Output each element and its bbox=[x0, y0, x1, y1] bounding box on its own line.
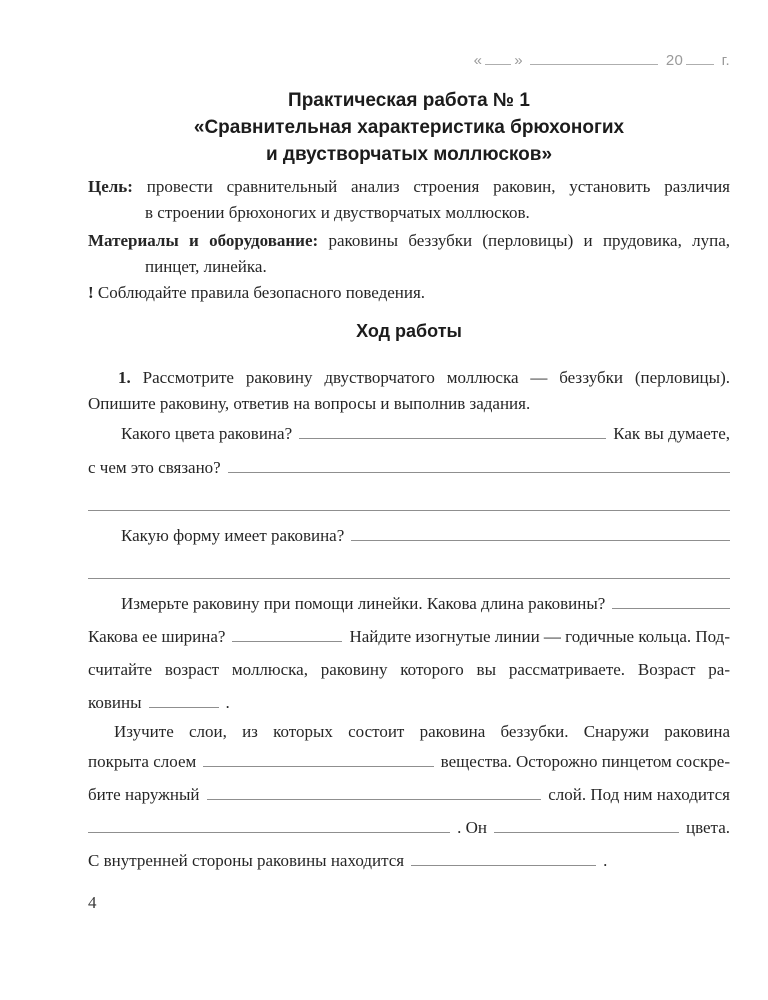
age-period: . bbox=[225, 693, 230, 712]
date-month-blank bbox=[530, 64, 658, 65]
page-content bbox=[88, 0, 730, 877]
date-quote-open: « bbox=[473, 52, 483, 69]
date-quote-close: » bbox=[514, 52, 523, 69]
color-answer-blank bbox=[299, 438, 606, 439]
measure-width-question: Какова ее ширина? bbox=[88, 627, 226, 646]
outer-layer-blank bbox=[203, 766, 433, 767]
outer-layer-tail: вещества. Осторожно пинцетом соскре- bbox=[440, 752, 730, 771]
fill-in-section bbox=[88, 417, 730, 877]
inner-layer-period: . bbox=[603, 851, 608, 870]
writing-line-blank bbox=[88, 578, 730, 579]
rings-instruction: Найдите изогнутые линии — годичные кольца. Под- bbox=[349, 627, 730, 646]
age-label: ковины bbox=[88, 693, 142, 712]
materials-paragraph bbox=[88, 228, 730, 280]
color-reason-question: с чем это связано? bbox=[88, 458, 221, 477]
measure-row-4 bbox=[88, 686, 730, 719]
color-question-tail: Как вы думаете, bbox=[613, 424, 730, 443]
layers-row-4 bbox=[88, 811, 730, 844]
title-line-2: «Сравнительная характеристика брюхоногих bbox=[193, 117, 625, 138]
worksheet-title bbox=[88, 87, 730, 168]
inner-layer-label: С внутренней стороны раковины находится bbox=[88, 851, 405, 870]
safety-note bbox=[88, 280, 730, 306]
outer-layer-label: покрыта слоем bbox=[88, 752, 197, 771]
shape-question: Какую форму имеет раковина? bbox=[121, 526, 345, 545]
age-answer-blank bbox=[149, 707, 219, 708]
measure-row-3: считайте возраст моллюска, раковину которого вы рассматриваете. Возраст ра- bbox=[88, 660, 730, 679]
step1-text-1: Рассмотрите раковину двустворчатого моллюска — беззубки (перловицы). bbox=[142, 368, 730, 387]
step1-number: 1. bbox=[118, 368, 131, 387]
materials-line-2: пинцет, линейка. bbox=[145, 257, 267, 276]
date-line bbox=[88, 52, 730, 69]
inner-layer-blank bbox=[411, 865, 596, 866]
goal-paragraph bbox=[88, 174, 730, 226]
goal-line-2: в строении брюхоногих и двустворчатых моллюсков. bbox=[145, 203, 530, 222]
safety-mark: ! bbox=[88, 283, 94, 302]
writing-line-row bbox=[88, 485, 730, 519]
width-answer-blank bbox=[232, 641, 342, 642]
title-line-3: и двустворчатых моллюсков» bbox=[265, 144, 553, 165]
measure-row-2 bbox=[88, 620, 730, 653]
scraped-layer-blank bbox=[207, 799, 542, 800]
date-day-blank bbox=[485, 64, 511, 65]
date-era-label: г. bbox=[721, 52, 730, 69]
scrape-tail: слой. Под ним находится bbox=[548, 785, 730, 804]
date-year-prefix: 20 bbox=[665, 52, 684, 69]
middle-layer-tail: цвета. bbox=[685, 818, 730, 837]
layers-row-3 bbox=[88, 778, 730, 811]
step1-line-1 bbox=[88, 365, 730, 391]
measure-length-question: Измерьте раковину при помощи линейки. Какова длина раковины? bbox=[121, 594, 606, 613]
layers-row-2 bbox=[88, 745, 730, 778]
measure-row-1 bbox=[88, 587, 730, 620]
color-question: Какого цвета раковина? bbox=[121, 424, 293, 443]
shape-question-row bbox=[88, 519, 730, 553]
shape-answer-blank bbox=[351, 540, 730, 541]
middle-layer-connector: . Он bbox=[457, 818, 487, 837]
procedure-heading: Ход работы bbox=[356, 321, 462, 341]
middle-layer-color-blank bbox=[494, 832, 679, 833]
writing-line-blank bbox=[88, 510, 730, 511]
materials-line-1 bbox=[88, 228, 730, 254]
goal-line-1 bbox=[88, 174, 730, 200]
goal-label: Цель: bbox=[88, 177, 133, 196]
materials-label: Материалы и оборудование: bbox=[88, 231, 319, 250]
title-line-1: Практическая работа № 1 bbox=[288, 90, 530, 111]
page-number: 4 bbox=[88, 893, 97, 912]
writing-line-row bbox=[88, 553, 730, 587]
materials-text-1: раковины беззубки (перловицы) и прудовика, лупа, bbox=[328, 231, 730, 250]
layers-row-1: Изучите слои, из которых состоит раковина беззубки. Снаружи раковина bbox=[114, 722, 730, 741]
layers-row-5 bbox=[88, 844, 730, 877]
color-question-row bbox=[88, 417, 730, 451]
goal-text-1: провести сравнительный анализ строения раковин, установить различия bbox=[146, 177, 731, 196]
step1-paragraph bbox=[88, 365, 730, 417]
length-answer-blank bbox=[612, 608, 730, 609]
color-reason-blank bbox=[228, 472, 730, 473]
safety-text: Соблюдайте правила безопасного поведения. bbox=[97, 283, 426, 302]
middle-layer-blank bbox=[88, 832, 450, 833]
date-year-blank bbox=[686, 64, 714, 65]
scrape-label: бите наружный bbox=[88, 785, 200, 804]
color-reason-row bbox=[88, 451, 730, 485]
step1-line-2: Опишите раковину, ответив на вопросы и выполнив задания. bbox=[88, 394, 531, 413]
